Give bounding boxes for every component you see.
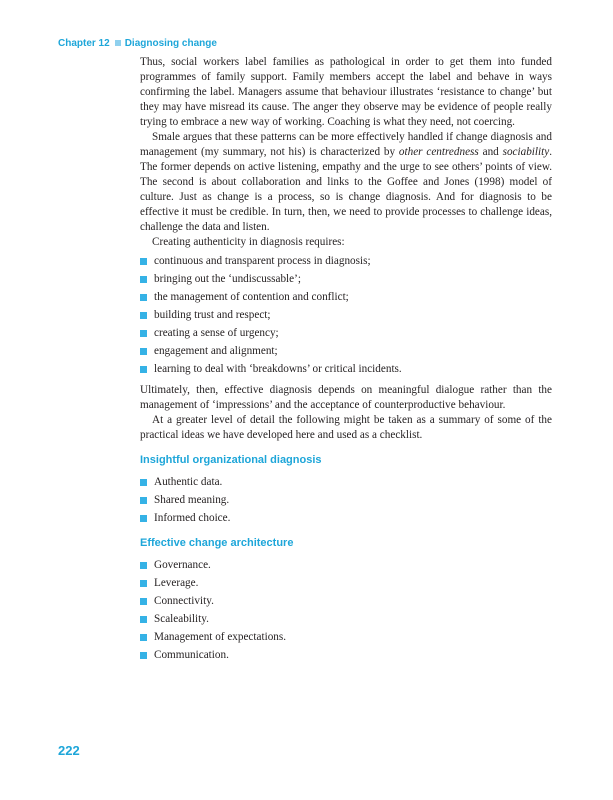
bullet-square-icon: [140, 562, 147, 569]
paragraph-5: At a greater level of detail the following might be taken as a summary of some of the practical ideas we have developed here and used as a checklist.: [140, 414, 552, 441]
section-heading-diagnosis: Insightful organizational diagnosis: [140, 454, 322, 466]
bullet-square-icon: [140, 348, 147, 355]
paragraph-2-part-b: and: [478, 146, 503, 158]
separator-square-icon: [115, 40, 121, 46]
bullet-square-icon: [140, 634, 147, 641]
bullet-square-icon: [140, 479, 147, 486]
authenticity-list: [140, 254, 552, 377]
architecture-list: [140, 558, 552, 663]
paragraph-1: Thus, social workers label families as pathological in order to get them into funded programmes of family support. Family members accept the label and behave in ways confirming the label. Managers assume that behaviour illustrates ‘resistance to change’ but they may have misread its cause. The anger they observe may be evidence of people really trying to embrace a new way of working. Coaching is what they need, not coercing.: [140, 56, 552, 128]
list-item: Governance.: [140, 558, 552, 573]
list-item: Shared meaning.: [140, 493, 552, 508]
paragraph-2-part-c: . The former depends on active listening, empathy and the urge to see others’ points of view. The second is about collaboration and links to the Goffee and Jones (1998) model of culture. Just as change is a process, so is change diagnosis. And for diagnosis to be effective it must be credible. In turn, then, we need to provide processes to challenge ideas, challenge the data and listen.: [140, 146, 552, 233]
list-item: engagement and alignment;: [140, 344, 552, 359]
bullet-square-icon: [140, 515, 147, 522]
chapter-label: Chapter 12: [58, 38, 110, 49]
bullet-square-icon: [140, 258, 147, 265]
paragraph-3: Creating authenticity in diagnosis requires:: [152, 236, 345, 248]
bullet-square-icon: [140, 652, 147, 659]
bullet-square-icon: [140, 294, 147, 301]
paragraph-2-emphasis-2: sociability: [502, 146, 550, 158]
section-title: Diagnosing change: [124, 38, 217, 49]
list-item: Connectivity.: [140, 594, 552, 609]
bullet-square-icon: [140, 276, 147, 283]
list-item: the management of contention and conflict;: [140, 290, 552, 305]
section-heading-architecture: Effective change architecture: [140, 537, 294, 549]
list-item: Scaleability.: [140, 612, 552, 627]
bullet-square-icon: [140, 312, 147, 319]
list-item: Management of expectations.: [140, 630, 552, 645]
list-item: continuous and transparent process in diagnosis;: [140, 254, 552, 269]
bullet-square-icon: [140, 366, 147, 373]
diagnosis-list: [140, 475, 552, 526]
list-item: Informed choice.: [140, 511, 552, 526]
paragraph-2-part-a: Smale argues that these patterns can be more effectively handled if change diagnosis and management (my summary, not his) is characterized by: [140, 131, 552, 158]
list-item: bringing out the ‘undiscussable’;: [140, 272, 552, 287]
list-item: learning to deal with ‘breakdowns’ or critical incidents.: [140, 362, 552, 377]
bullet-square-icon: [140, 497, 147, 504]
bullet-square-icon: [140, 598, 147, 605]
bullet-square-icon: [140, 580, 147, 587]
running-head: [58, 38, 217, 49]
list-item: Leverage.: [140, 576, 552, 591]
paragraph-2: [140, 130, 552, 235]
list-item: building trust and respect;: [140, 308, 552, 323]
list-item: creating a sense of urgency;: [140, 326, 552, 341]
paragraph-2-emphasis-1: other centredness: [398, 146, 479, 158]
body-text: [140, 55, 552, 669]
paragraph-4: Ultimately, then, effective diagnosis depends on meaningful dialogue rather than the management of ‘impressions’ and the acceptance of counterproductive behaviour.: [140, 384, 552, 411]
bullet-square-icon: [140, 330, 147, 337]
list-item: Authentic data.: [140, 475, 552, 490]
list-item: Communication.: [140, 648, 552, 663]
page-number: 222: [58, 743, 80, 758]
bullet-square-icon: [140, 616, 147, 623]
